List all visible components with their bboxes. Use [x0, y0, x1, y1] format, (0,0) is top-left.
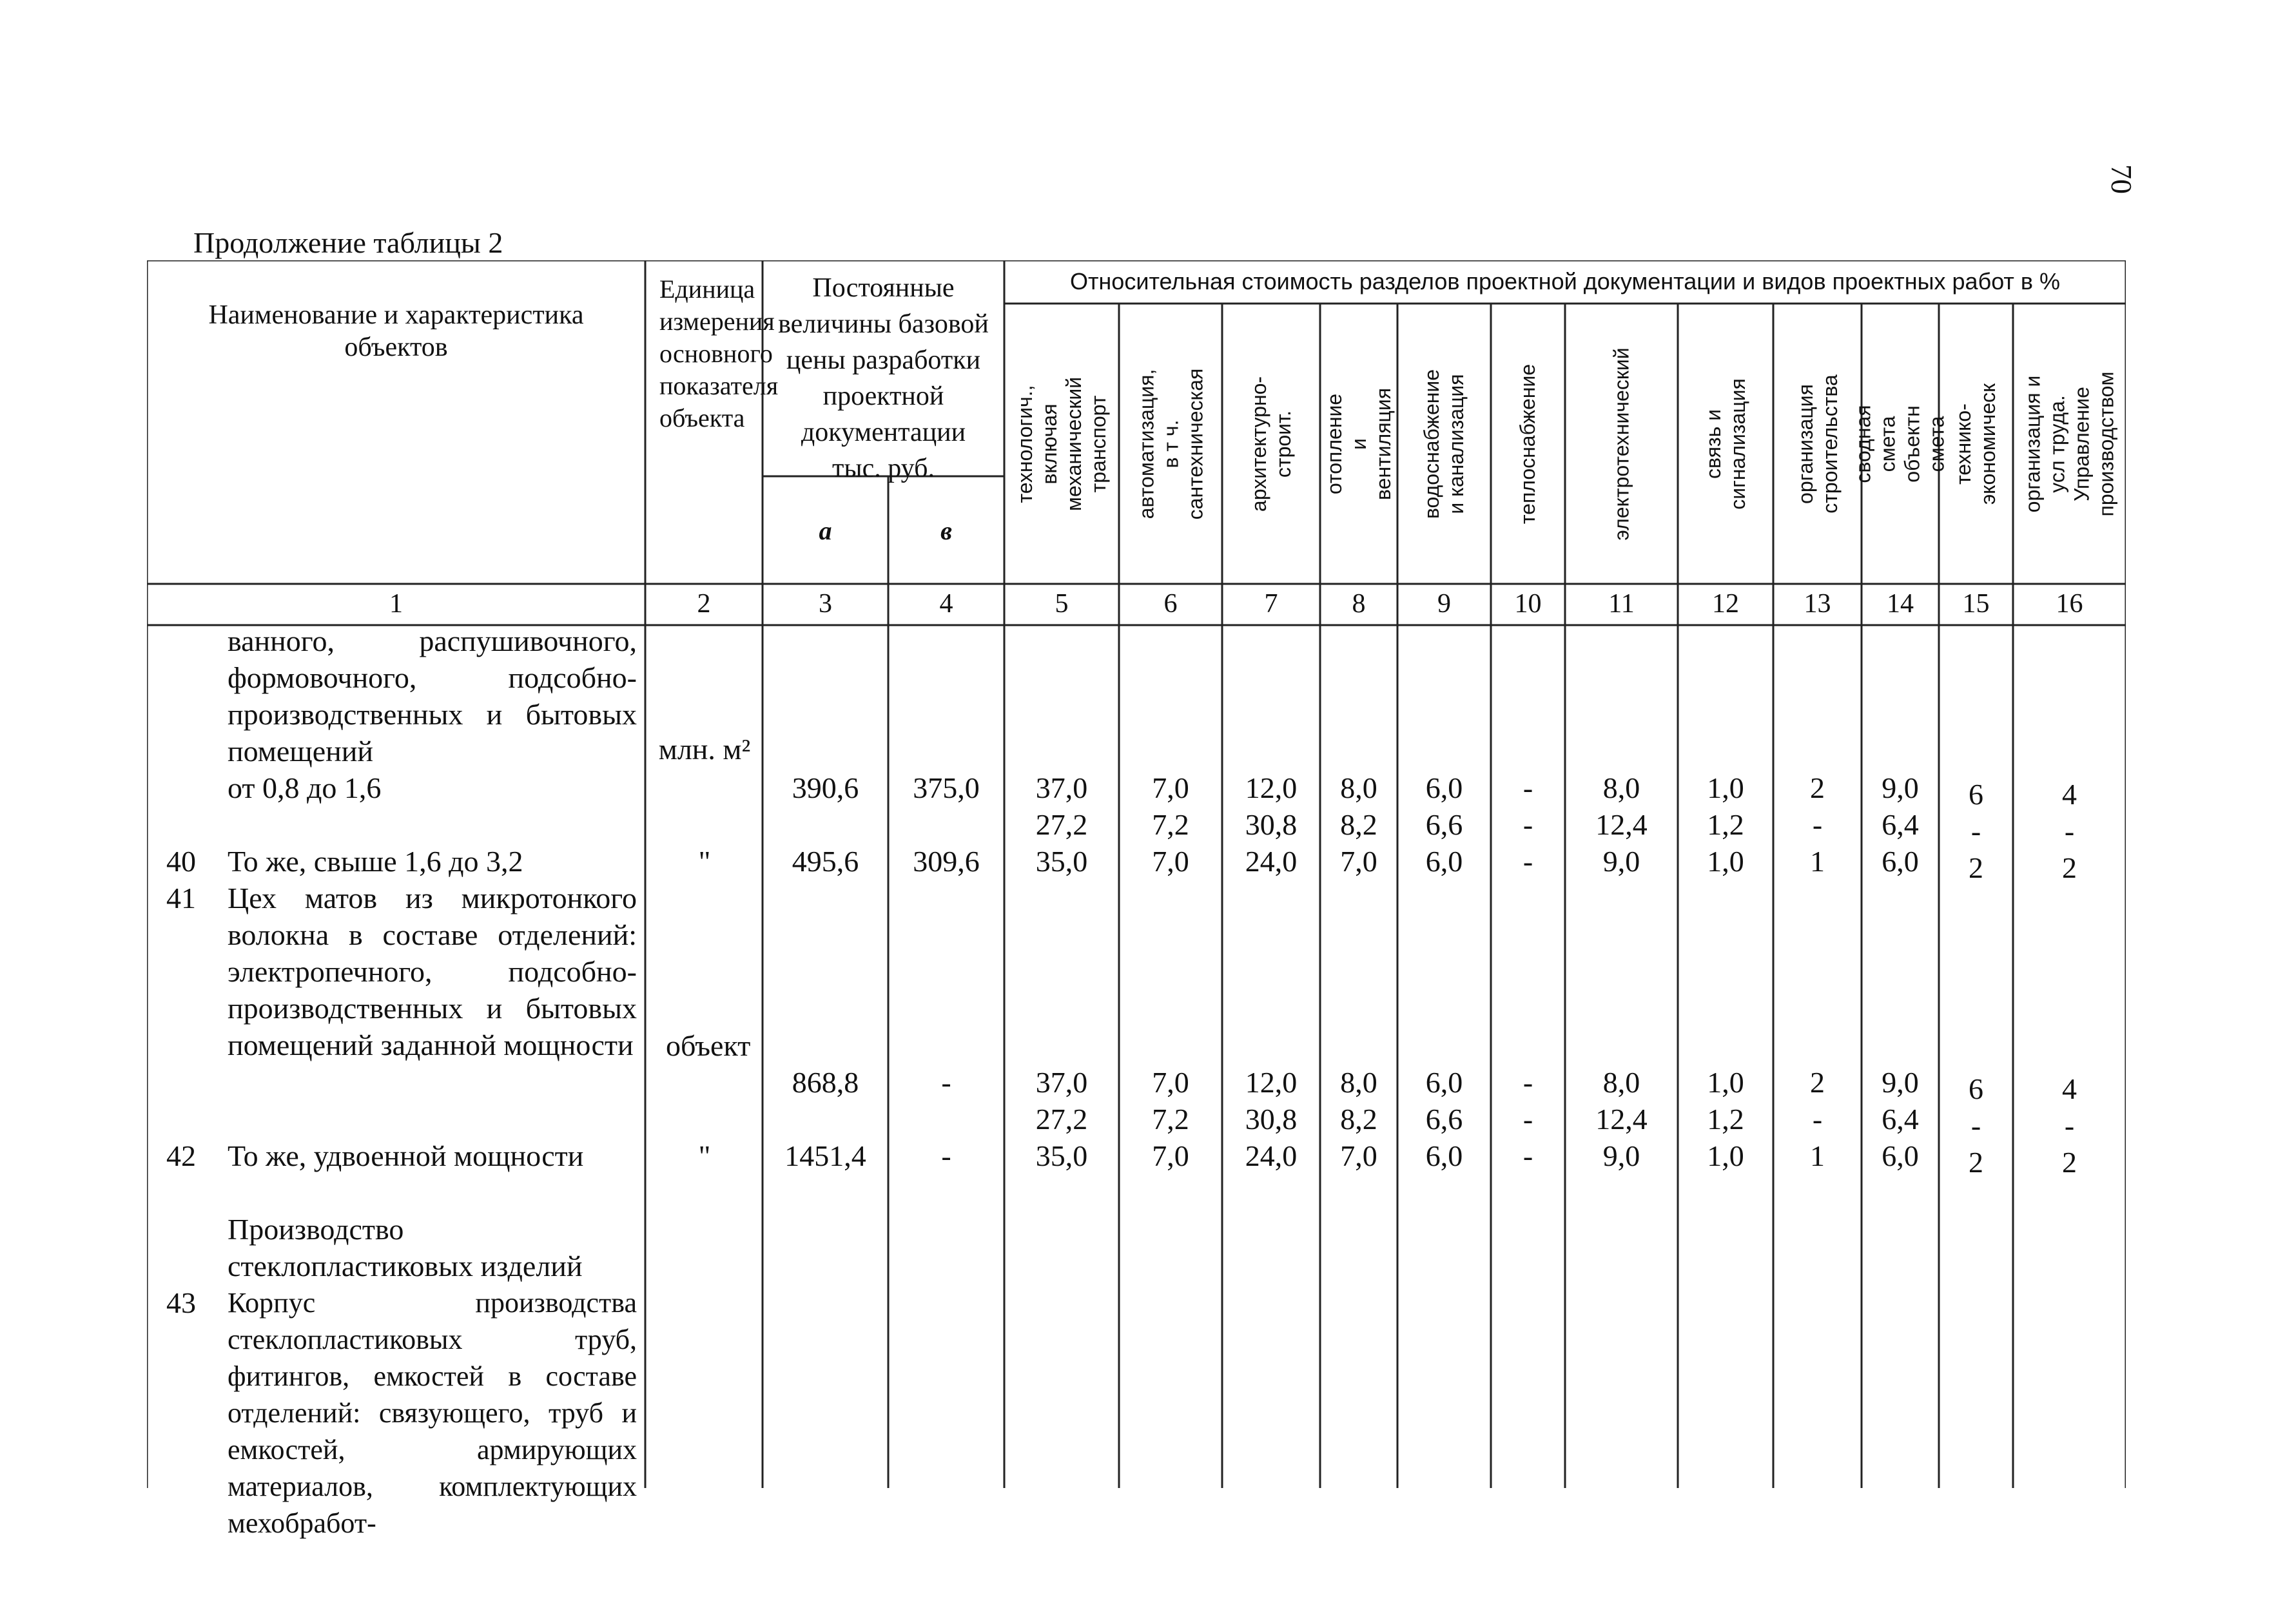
col-number: 6 [1163, 589, 1178, 619]
row-value: 1 [1810, 1139, 1825, 1172]
row-value: 9,0 [1602, 1139, 1640, 1172]
row-v: - [941, 1139, 951, 1172]
section-header: водоснабжение и канализация [1420, 369, 1468, 519]
row-value: 6,4 [1882, 808, 1919, 841]
row-description: То же, удвоенной мощности [228, 1139, 584, 1172]
row-value: 37,0 [1035, 1066, 1088, 1099]
section-heading: Производство стеклопластиковых изделий [228, 1213, 583, 1282]
col-number: 9 [1437, 589, 1451, 619]
row-value: 6 [1969, 778, 1983, 811]
row-value: 27,2 [1035, 808, 1088, 841]
row-value: 9,0 [1882, 1066, 1919, 1099]
row-value: 6,0 [1425, 1066, 1463, 1099]
row-value: 1,0 [1707, 1066, 1744, 1099]
row-description: ванного, распушивочного, формовочного, подсобно-производственных и бытовых помещений [228, 624, 637, 768]
section-header: технологич., включая механический транспорт [1013, 376, 1111, 511]
row-unit: " [698, 845, 711, 878]
row-number: 40 [166, 845, 196, 878]
row-value: 7,0 [1152, 771, 1189, 804]
row-value: 7,0 [1340, 845, 1377, 878]
row-value: 7,0 [1152, 1139, 1189, 1172]
col-number: 8 [1352, 589, 1366, 619]
row-unit: млн. м² [658, 733, 751, 766]
col-number: 10 [1514, 589, 1542, 619]
row-number: 43 [166, 1286, 196, 1319]
section-header: архитектурно-строит. [1247, 376, 1296, 512]
row-value: 1,2 [1707, 808, 1744, 841]
row-a: 495,6 [792, 845, 859, 878]
row-value: - [1522, 1066, 1533, 1099]
header-unit: Единица измерения основного показателя объекта [659, 275, 779, 432]
row-value: - [1970, 1109, 1981, 1142]
page-number: 70 [2105, 164, 2138, 194]
row-value: 7,0 [1340, 1139, 1377, 1172]
row-v: 375,0 [913, 771, 980, 804]
row-description: То же, свыше 1,6 до 3,2 [228, 845, 523, 878]
col-number: 1 [389, 589, 403, 619]
section-header: автоматизация, в т ч. сантехническая [1134, 368, 1207, 519]
section-header: теплоснабжение [1516, 363, 1540, 524]
row-value: 1 [1810, 845, 1825, 878]
row-value: 8,2 [1340, 1103, 1377, 1136]
header-constants: Постоянные величины базовой цены разработки проектной документации тыс. руб. [778, 273, 989, 483]
row-a: 390,6 [792, 771, 859, 804]
row-value: - [1522, 1139, 1533, 1172]
col-number: 7 [1264, 589, 1278, 619]
row-value: 6,0 [1425, 1139, 1463, 1172]
row-unit: " [698, 1139, 711, 1172]
row-value: 30,8 [1245, 1103, 1298, 1136]
row-number: 42 [166, 1139, 196, 1172]
row-v: 309,6 [913, 845, 980, 878]
row-value: 2 [1969, 851, 1983, 884]
col-number: 14 [1887, 589, 1914, 619]
row-value: 12,0 [1245, 771, 1298, 804]
row-value: 8,0 [1602, 771, 1640, 804]
row-value: 1,0 [1707, 1139, 1744, 1172]
section-header: организация строительства [1793, 374, 1842, 514]
row-value: 6 [1969, 1072, 1983, 1105]
row-value: - [1522, 771, 1533, 804]
row-value: - [2064, 815, 2075, 847]
row-value: 30,8 [1245, 808, 1298, 841]
row-value: 6,0 [1425, 771, 1463, 804]
table-caption: Продолжение таблицы 2 [193, 226, 503, 259]
row-value: 4 [2062, 778, 2077, 811]
header-name: Наименование и характеристика объектов [208, 300, 584, 362]
row-value: 2 [1810, 1066, 1825, 1099]
row-value: 35,0 [1035, 1139, 1088, 1172]
row-value: 6,6 [1425, 808, 1463, 841]
row-value: 12,4 [1595, 1103, 1648, 1136]
row-value: 12,0 [1245, 1066, 1298, 1099]
row-value: 2 [1969, 1146, 1983, 1179]
section-header: сводная смета объектн смета [1852, 404, 1949, 483]
section-header: электротехнический [1610, 347, 1633, 541]
table [147, 260, 2126, 1539]
row-a: 868,8 [792, 1066, 859, 1099]
row-value: 6,4 [1882, 1103, 1919, 1136]
header-a: а [819, 516, 832, 545]
row-value: 6,0 [1882, 1139, 1919, 1172]
row-value: 9,0 [1882, 771, 1919, 804]
row-value: 7,0 [1152, 1066, 1189, 1099]
section-header: связь и сигнализация [1702, 378, 1749, 510]
row-value: - [1522, 808, 1533, 841]
col-number: 15 [1962, 589, 1990, 619]
col-number: 12 [1712, 589, 1739, 619]
col-number: 11 [1608, 589, 1635, 619]
row-value: 7,2 [1152, 1103, 1189, 1136]
row-v: - [941, 1066, 951, 1099]
row-value: 24,0 [1245, 845, 1298, 878]
section-header: технико-экономическ [1952, 383, 2000, 505]
row-unit: объект [666, 1029, 751, 1062]
row-value: 8,0 [1602, 1066, 1640, 1099]
row-value: - [1812, 808, 1823, 841]
col-number: 13 [1804, 589, 1831, 619]
row-value: 1,2 [1707, 1103, 1744, 1136]
row-value: 2 [1810, 771, 1825, 804]
col-number: 4 [939, 589, 953, 619]
row-value: 4 [2062, 1072, 2077, 1105]
col-number: 16 [2056, 589, 2083, 619]
row-value: 24,0 [1245, 1139, 1298, 1172]
row-value: 7,0 [1152, 845, 1189, 878]
row-value: 35,0 [1035, 845, 1088, 878]
row-value: - [2064, 1109, 2075, 1142]
col-number: 3 [819, 589, 832, 619]
row-value: 2 [2062, 1146, 2077, 1179]
row-value: 8,0 [1340, 1066, 1377, 1099]
row-a: 1451,4 [784, 1139, 866, 1172]
row-value: 6,6 [1425, 1103, 1463, 1136]
row-value: 2 [2062, 851, 2077, 884]
header-v: в [940, 516, 952, 545]
col-number: 5 [1055, 589, 1069, 619]
row-value: 6,0 [1425, 845, 1463, 878]
row-value: 6,0 [1882, 845, 1919, 878]
row-value: - [1522, 845, 1533, 878]
section-header: отопление и вентиляция [1323, 387, 1396, 500]
row-value: 1,0 [1707, 771, 1744, 804]
row-description-range: от 0,8 до 1,6 [228, 771, 382, 804]
row-value: 9,0 [1602, 845, 1640, 878]
row-value: - [1522, 1103, 1533, 1136]
row-description: Цех матов из микротонкого волокна в составе отделений: электропечного, подсобно-производственных и бытовых помещений заданной мощности [228, 882, 637, 1061]
row-description: Корпус производства стеклопластиковых труб, фитингов, емкостей в составе отделений: связующего, труб и емкостей, армирующих материалов, комплектующих мехобработ- [228, 1287, 637, 1539]
row-number: 41 [166, 882, 196, 914]
header-relative: Относительная стоимость разделов проектной документации и видов проектных работ в % [1069, 268, 2061, 295]
row-value: 8,0 [1340, 771, 1377, 804]
row-value: 7,2 [1152, 808, 1189, 841]
row-value: - [1970, 815, 1981, 847]
row-value: 27,2 [1035, 1103, 1088, 1136]
row-value: 37,0 [1035, 771, 1088, 804]
row-value: 8,2 [1340, 808, 1377, 841]
row-value: 1,0 [1707, 845, 1744, 878]
col-number: 2 [697, 589, 711, 619]
section-header: организация и усл труда. Управление производством [2021, 371, 2118, 516]
row-value: - [1812, 1103, 1823, 1136]
row-value: 12,4 [1595, 808, 1648, 841]
